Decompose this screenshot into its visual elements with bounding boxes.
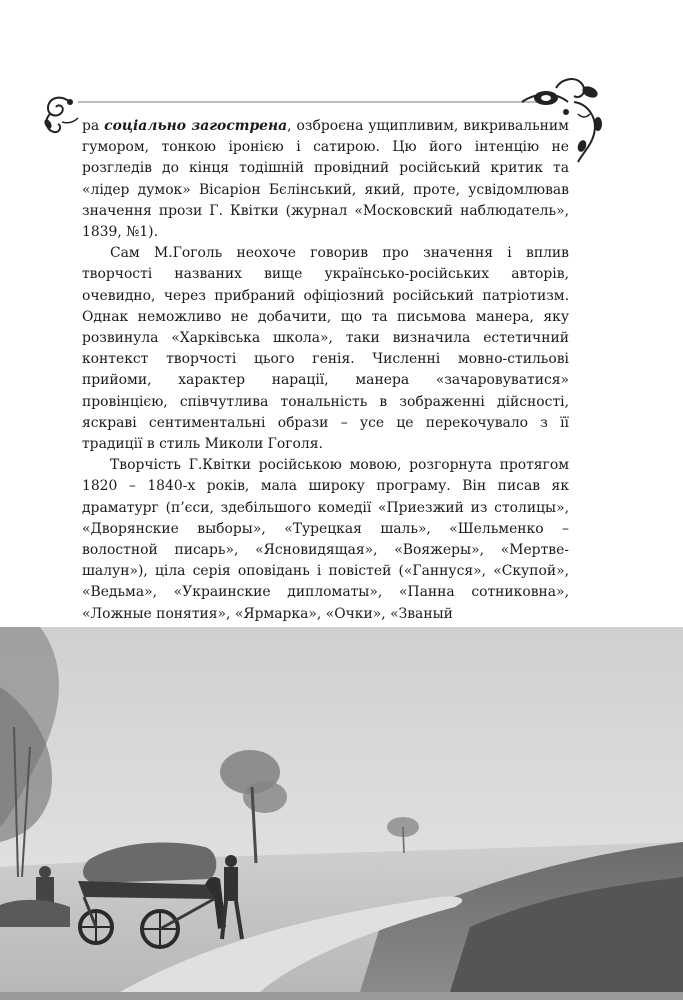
floral-ornament-left-icon	[40, 92, 82, 136]
landscape-painting	[0, 627, 683, 992]
emphasis-text: соціально загострена	[104, 118, 288, 134]
page-bottom-bar	[0, 992, 683, 1000]
paragraph-2: Сам М.Гоголь неохоче говорив про значення і вплив творчості названих вище українсько-російських авторів, очевидно, через прибраний офіціозний російський патріотизм. Однак неможливо не добачити, що та письмова манера, яку розвинула «Харківська школа», таки визначила естетичний контекст творчості цього генія. Численні мовно-стильові прийоми, характер нарації, манера «зачаровуватися» провінцією, співчутлива тональність в зображенні дійсності, яскраві сентиментальні образи – усе це перекочувало з її традиції в стиль Миколи Гоголя.	[82, 245, 569, 453]
paragraph-3: Творчість Г.Квітки російською мовою, розгорнута протягом 1820 – 1840-х років, мала широку програму. Він писав як драматург (п’єси, здебільшого комедії «Приезжий из столицы», «Дворянские выборы», «Турецкая шаль», «Шельменко – волостной писарь», «Ясновидящая», «Вояжеры», «Мертве-шалун»), ціла серія оповідань і повістей («Ганнуся», «Скупой», «Ведьма», «Украинские дипломаты», «Панна сотниковна», «Ложные понятия», «Ярмарка», «Очки», «Званый	[82, 457, 569, 622]
header-rule	[78, 101, 538, 103]
body-text	[82, 116, 569, 625]
paragraph-1: ра соціально загострена, озброєна ущипливим, викривальним гумором, тонкою іронією і сатирою. Цю його інтенцію не розгледів до кінця тодішній провідний російський критик та «лідер думок» Вісаріон Бєлінський, який, проте, усвідомлював значення прози Г. Квітки (журнал «Московский наблюдатель», 1839, №1).	[82, 118, 569, 241]
